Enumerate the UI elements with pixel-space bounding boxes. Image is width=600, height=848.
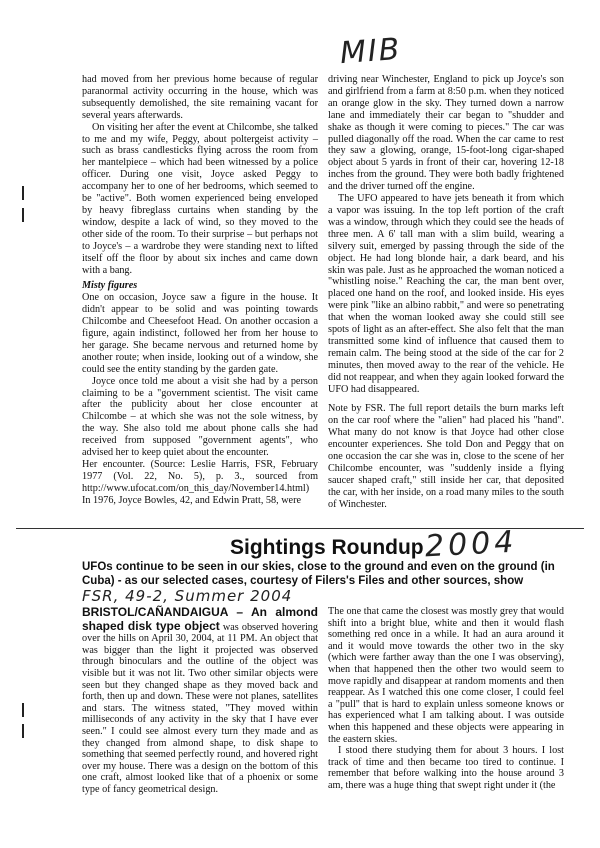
margin-mark	[22, 724, 24, 738]
paragraph: The one that came the closest was mostly grey that would shift into a bright blue, white and then it would flash something red once in a while. It had an aura around it and it would move towards the other two in the sky (which were farther away than the one I was observing), when that happened then the other two would seem to move rapidly and disappear at random moments and then reappear. As I watched this one come closer, I could feel a "pull" that is hard to explain unless someone knows or has experienced what I am talking about. I was outside when this happened and these objects were appearing in the eastern skies.	[328, 606, 564, 745]
section-subheading: Misty figures	[82, 280, 138, 292]
paragraph: Joyce once told me about a visit she had by a person claiming to be a "government scientist. The visit came after the publicity about her close encounter at Chilcombe – at which she was not the sole witness, by the way. She also told me about phone calls she had received from supposed "government agents", who advised her to keep quiet about the encounter.	[82, 375, 318, 459]
paragraph: The UFO appeared to have jets beneath it from which a vapor was issuing. In the top left portion of the craft was a window, through which they could see the heads of three men. A 6' tall man with a slim build, wearing a silvery suit, emerged by passing through the side of the object. He had long blonde hair, a dark beard, and his skin was pale. Just as he approached the woman noticed a "whistling noise." Reaching the car, the man bent over, placed one hand on the roof, and looked inside. His eyes were pink "like an albino rabbit," and were so penetrating that when the woman looked away she could still see spots of light as an after-effect. She also felt that the man transmitted some kind of influence that caused them to remain calm. The being stood at the side of the car for 2 minutes, then moved away to the rear of the vehicle. He did not reappear, and when they again looked forward the UFO had disappeared.	[328, 193, 564, 395]
paragraph: One on occasion, Joyce saw a figure in the house. It didn't appear to be solid and was pointing towards Chilcombe and Cheesefoot Head. On another occasion a figure, again indistinct, followed her from her house to her garage. She became nervous and returned home by another route; when inside, looking out of a window, she could see the entity standing by the garden gate.	[82, 292, 318, 375]
paragraph: Note by FSR. The full report details the burn marks left on the car roof where the "alien" had placed his "hand". What many do not know is that Joyce had other close encounter experiences. She told Don and Peggy that on one occasion the car she was in, close to the scene of her Chilcombe encounter, was "suddenly inside a flying saucer shaped craft," still inside her car, that deposited the car, with her inside, on a road many miles to the south of Winchester.	[328, 403, 564, 510]
handwritten-source-note: FSR, 49-2, Summer 2004	[82, 587, 293, 605]
paragraph: had moved from her previous home because of regular paranormal activity occurring in the house, which was subsequently demolished, the site remaining vacant for several years afterwards.	[82, 74, 318, 121]
margin-mark	[22, 703, 24, 717]
margin-mark	[22, 186, 24, 200]
lower-left-column	[82, 606, 318, 796]
article-divider	[16, 528, 584, 529]
handwritten-mib-note: MIB	[338, 31, 403, 72]
handwritten-year-note: 2004	[424, 524, 519, 565]
upper-left-column	[82, 74, 318, 507]
lower-right-column	[328, 606, 564, 792]
section-title: Sightings Roundup	[230, 536, 424, 559]
paragraph: was observed hovering over the hills on April 30, 2004, at 11 PM. An object that was bigger than the light it projected was observed through binoculars and the outline of the object was visible but it was not lit. Two other similar objects were seen but they changed shape as they moved back and forth, then up and down. These were not planes, satellites and stars. The witness stated, "They moved within milliseconds of any activity in the sky that I have ever seen." I could see almost every turn they made and as they changed from almond shape, to disk shape to something that seemed perfectly round, and hovered right over my house. There was a design on the bottom of this one craft, almost looked like that of a phoenix or some type of fancy geometrical design.	[82, 621, 318, 795]
section-subtitle: UFOs continue to be seen in our skies, close to the ground and even on the ground (in Cuba) - as our selected cases, courtesy of Filers's Files and other sources, show	[82, 561, 555, 587]
lead-heading: BRISTOL/CAÑANDAIGUA – An almond shaped disk type object	[82, 605, 318, 633]
paragraph: On visiting her after the event at Chilcombe, she talked to me and my wife, Peggy, about poltergeist activity – such as brass candlesticks flying across the room from her mantelpiece – which had been witnessed by a police officer. During one visit, Joyce asked Peggy to accompany her to one of her bedrooms, which seemed to be "active". Both women experienced being enveloped by heavy fibreglass curtains when standing by the window, despite a lack of wind, so they moved to the other side of the room. To their surprise – but perhaps not to Joyce's – a wardrobe they were standing next to lifted itself off the floor by about six inches and came down with a bang.	[82, 121, 318, 276]
margin-mark	[22, 208, 24, 222]
paragraph: Her encounter. (Source: Leslie Harris, FSR, February 1977 (Vol. 22, No. 5), p. 3., sourced from http://www.ufocat.com/on_this_day/November14.html) In 1976, Joyce Bowles, 42, and Edwin Pratt, 58, were	[82, 459, 318, 506]
upper-right-column	[328, 74, 564, 511]
paragraph: I stood there studying them for about 3 hours. I lost track of time and then became too tired to continue. I remember that before walking into the house around 3 am, there was a huge thing that swept right under it (the	[328, 745, 564, 791]
paragraph: driving near Winchester, England to pick up Joyce's son and girlfriend from a farm at 8:50 p.m. when they noticed an orange glow in the sky. They turned down a narrow lane and immediately their car began to "shudder and shake as though it were coming to pieces." The car was pulled diagonally off the road. When the car came to rest they saw a glowing, orange, 15-foot-long cigar-shaped object about 5 yards in front of their car, hovering 12-18 inches from the ground. They were both badly frightened and the driver turned off the engine.	[328, 74, 564, 193]
